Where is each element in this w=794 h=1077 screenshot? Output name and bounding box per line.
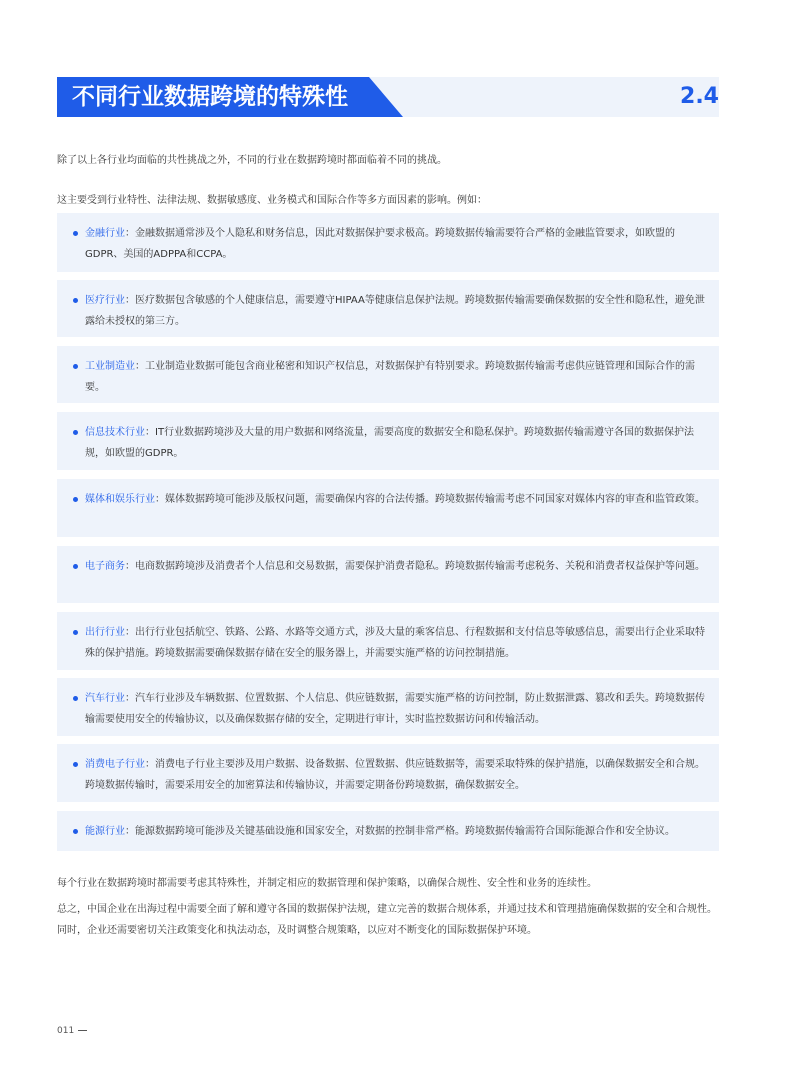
list-item-text: 消费电子行业：消费电子行业主要涉及用户数据、设备数据、位置数据、供应链数据等，需要采取特殊的保护措施，以确保数据安全和合规。跨境数据传输时，需要采用安全的加密算法和传输协议，并需要定期备份跨境数据，确保数据安全。 (85, 759, 705, 791)
list-item-text: 出行行业：出行行业包括航空、铁路、公路、水路等交通方式，涉及大量的乘客信息、行程数据和支付信息等敏感信息，需要出行企业采取特殊的保护措施。跨境数据需要确保数据存储在安全的服务器上，并需要实施严格的访问控制措施。 (85, 627, 705, 659)
section-number: 2.4 (680, 84, 719, 109)
bullet-dot-icon (73, 762, 78, 767)
list-item-label: 信息技术行业 (85, 427, 145, 438)
list-item-label: 工业制造业 (85, 361, 135, 372)
list-item-text: 金融行业：金融数据通常涉及个人隐私和财务信息，因此对数据保护要求极高。跨境数据传输需要符合严格的金融监管要求，如欧盟的GDPR、美国的ADPPA和CCPA。 (85, 228, 675, 260)
list-item-label: 金融行业 (85, 228, 125, 239)
list-item-label: 汽车行业 (85, 693, 125, 704)
list-item-label: 医疗行业 (85, 295, 125, 306)
list-item-it (57, 412, 719, 470)
list-item-finance (57, 213, 719, 272)
list-item-travel (57, 612, 719, 670)
intro-paragraph-1: 除了以上各行业均面临的共性挑战之外，不同的行业在数据跨境时都面临着不同的挑战。 (57, 155, 447, 166)
list-item-label: 媒体和娱乐行业 (85, 494, 155, 505)
list-item-text: 媒体和娱乐行业：媒体数据跨境可能涉及版权问题，需要确保内容的合法传播。跨境数据传输需考虑不同国家对媒体内容的审查和监管政策。 (85, 494, 705, 505)
list-item-text: 工业制造业：工业制造业数据可能包含商业秘密和知识产权信息，对数据保护有特别要求。跨境数据传输需考虑供应链管理和国际合作的需要。 (85, 361, 695, 393)
list-item-automotive (57, 678, 719, 736)
bullet-dot-icon (73, 430, 78, 435)
bullet-dot-icon (73, 696, 78, 701)
list-item-label: 出行行业 (85, 627, 125, 638)
list-item-label: 电子商务 (85, 561, 125, 572)
list-item-text: 医疗行业：医疗数据包含敏感的个人健康信息，需要遵守HIPAA等健康信息保护法规。跨境数据传输需要确保数据的安全性和隐私性，避免泄露给未授权的第三方。 (85, 295, 705, 327)
section-title: 不同行业数据跨境的特殊性 (72, 84, 348, 110)
list-item-text: 信息技术行业：IT行业数据跨境涉及大量的用户数据和网络流量，需要高度的数据安全和隐私保护。跨境数据传输需遵守各国的数据保护法规，如欧盟的GDPR。 (85, 427, 695, 459)
list-item-label: 能源行业 (85, 826, 125, 837)
list-item-ecommerce (57, 546, 719, 603)
bullet-dot-icon (73, 564, 78, 569)
page-number: 011 (57, 1026, 75, 1036)
footer-dash (78, 1030, 87, 1031)
list-item-manufacturing (57, 346, 719, 403)
bullet-dot-icon (73, 829, 78, 834)
list-item-text: 电子商务：电商数据跨境涉及消费者个人信息和交易数据，需要保护消费者隐私。跨境数据传输需考虑税务、关税和消费者权益保护等问题。 (85, 561, 705, 572)
list-item-text: 能源行业：能源数据跨境可能涉及关键基础设施和国家安全，对数据的控制非常严格。跨境数据传输需符合国际能源合作和安全协议。 (85, 826, 675, 837)
bullet-dot-icon (73, 364, 78, 369)
list-item-energy (57, 811, 719, 851)
list-item-label: 消费电子行业 (85, 759, 145, 770)
bullet-dot-icon (73, 231, 78, 236)
list-item-consumer-electronics (57, 744, 719, 802)
page-footer (57, 1026, 87, 1036)
intro-paragraph-2: 这主要受到行业特性、法律法规、数据敏感度、业务模式和国际合作等多方面因素的影响。例如： (57, 195, 487, 206)
closing-paragraph-1: 每个行业在数据跨境时都需要考虑其特殊性，并制定相应的数据管理和保护策略，以确保合规性、安全性和业务的连续性。 (57, 878, 597, 889)
bullet-dot-icon (73, 497, 78, 502)
list-item-text: 汽车行业：汽车行业涉及车辆数据、位置数据、个人信息、供应链数据，需要实施严格的访问控制，防止数据泄露、篡改和丢失。跨境数据传输需要使用安全的传输协议，以及确保数据存储的安全，定期进行审计，实时监控数据访问和传输活动。 (85, 693, 705, 725)
list-item-media (57, 479, 719, 537)
list-item-medical (57, 280, 719, 337)
bullet-dot-icon (73, 298, 78, 303)
closing-paragraph-2: 总之，中国企业在出海过程中需要全面了解和遵守各国的数据保护法规，建立完善的数据合规体系，并通过技术和管理措施确保数据的安全和合规性。同时，企业还需要密切关注政策变化和执法动态，及时调整合规策略，以应对不断变化的国际数据保护环境。 (57, 904, 717, 936)
bullet-dot-icon (73, 630, 78, 635)
